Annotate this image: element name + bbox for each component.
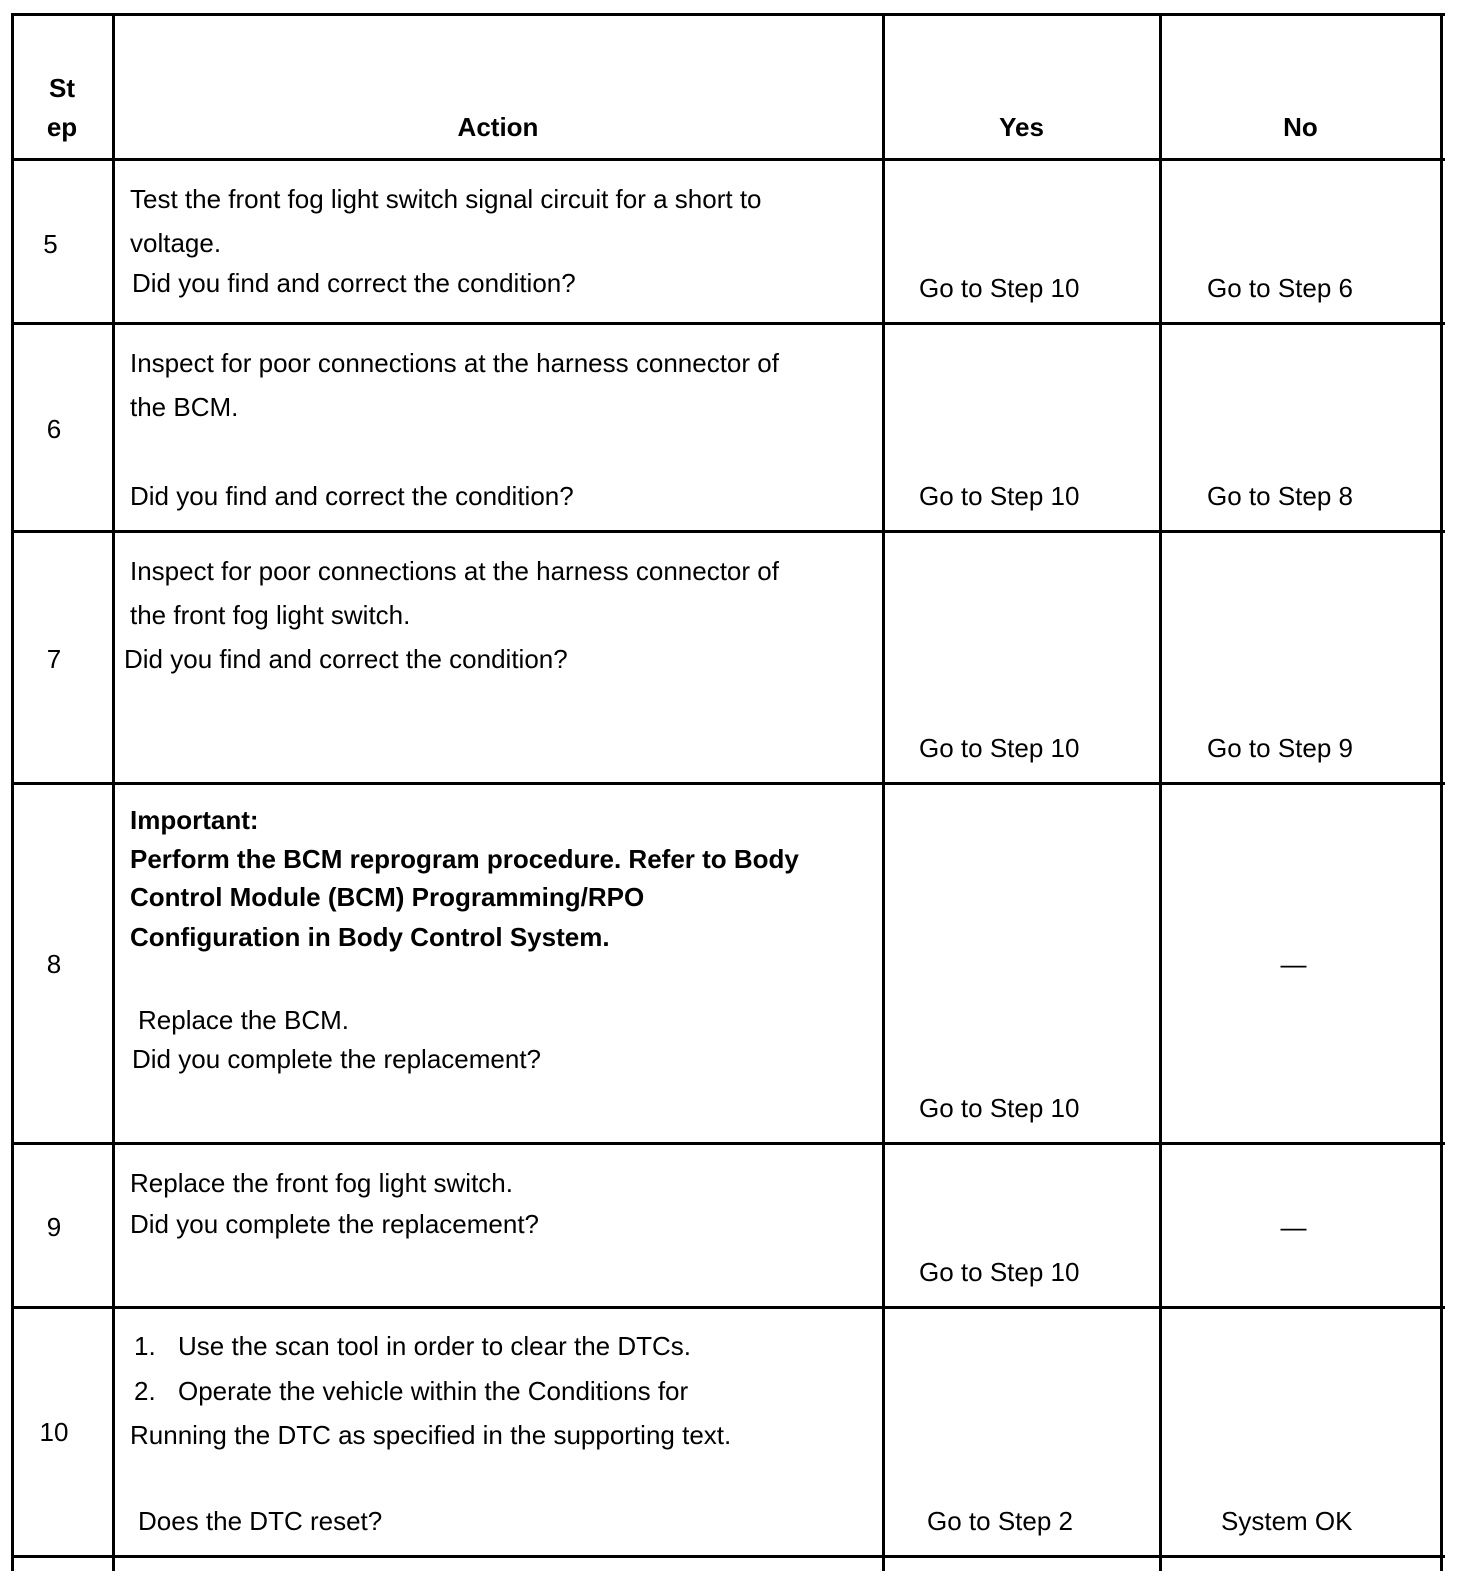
action-text: the BCM. [130,392,239,422]
list-number: 1. [134,1331,156,1361]
header-step-line1: St [49,73,75,103]
yes-result: Go to Step 10 [919,1093,1080,1123]
yes-result: Go to Step 2 [927,1506,1073,1536]
row-divider [11,1306,1445,1309]
row-divider [11,158,1445,161]
column-divider-step [112,13,115,1571]
row-divider [11,782,1445,785]
step-number: 10 [39,1417,69,1447]
header-action: Action [457,112,539,142]
header-no: No [1283,112,1318,142]
action-text: Replace the front fog light switch. [130,1168,513,1198]
important-label: Important: [130,805,259,835]
no-result: Go to Step 8 [1207,481,1353,511]
row-divider [11,1555,1445,1558]
no-result: — [1280,1212,1307,1242]
action-text: voltage. [130,228,222,258]
no-result: Go to Step 6 [1207,273,1353,303]
action-text: the front fog light switch. [130,600,411,630]
action-question: Did you find and correct the condition? [130,481,574,511]
list-item: Operate the vehicle within the Conditions for [178,1376,689,1406]
row-divider [11,530,1445,533]
table-border-right [1440,13,1443,1571]
no-result: — [1280,949,1307,979]
list-number: 2. [134,1376,156,1406]
action-text: Replace the BCM. [138,1005,349,1035]
yes-result: Go to Step 10 [919,481,1080,511]
step-number: 5 [43,229,58,259]
yes-result: Go to Step 10 [919,273,1080,303]
yes-result: Go to Step 10 [919,733,1080,763]
action-text: Running the DTC as specified in the supporting text. [130,1420,732,1450]
header-yes: Yes [999,112,1044,142]
step-number: 9 [46,1212,62,1242]
list-item: Use the scan tool in order to clear the DTCs. [178,1331,692,1361]
step-number: 7 [46,644,62,674]
header-step-line2: ep [46,112,78,142]
action-question: Did you complete the replacement? [132,1044,542,1074]
action-question: Does the DTC reset? [138,1506,383,1536]
yes-result: Go to Step 10 [919,1257,1080,1287]
table-border-top [11,13,1445,16]
action-question: Did you find and correct the condition? [132,268,576,298]
action-text: Inspect for poor connections at the harness connector of [130,348,779,378]
action-text: Test the front fog light switch signal circuit for a short to [130,184,762,214]
column-divider-yes [1159,13,1162,1571]
no-result: Go to Step 9 [1207,733,1353,763]
step-number: 6 [46,414,62,444]
step-number: 8 [46,949,62,979]
important-note: Control Module (BCM) Programming/RPO [130,882,645,912]
important-note: Configuration in Body Control System. [130,922,610,952]
important-note: Perform the BCM reprogram procedure. Refer to Body [130,844,799,874]
action-question: Did you complete the replacement? [130,1209,540,1239]
row-divider [11,322,1445,325]
no-result: System OK [1221,1506,1353,1536]
row-divider [11,1142,1445,1145]
action-question: Did you find and correct the condition? [124,644,568,674]
column-divider-action [882,13,885,1571]
action-text: Inspect for poor connections at the harness connector of [130,556,779,586]
